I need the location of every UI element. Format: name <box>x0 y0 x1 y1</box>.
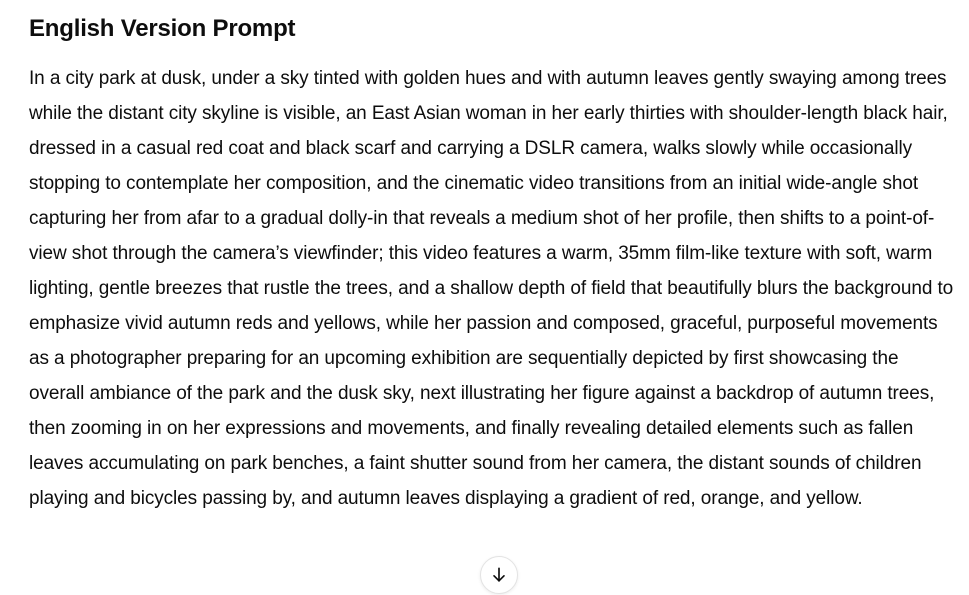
prompt-paragraph: In a city park at dusk, under a sky tinted with golden hues and with autumn leaves gently swaying among trees while the distant city skyline is visible, an East Asian woman in her early thirties with shoulder-length black hair, dressed in a casual red coat and black scarf and carrying a DSLR camera, walks slowly while occasionally stopping to contemplate her composition, and the cinematic video transitions from an initial wide-angle shot capturing her from afar to a gradual dolly-in that reveals a medium shot of her profile, then shifts to a point-of-view shot through the camera’s viewfinder; this video features a warm, 35mm film-like texture with soft, warm lighting, gentle breezes that rustle the trees, and a shallow depth of field that beautifully blurs the background to emphasize vivid autumn reds and yellows, while her passion and composed, graceful, purposeful movements as a photographer preparing for an upcoming exhibition are sequentially depicted by first showcasing the overall ambiance of the park and the dusk sky, next illustrating her figure against a backdrop of autumn trees, then zooming in on her expressions and movements, and finally revealing detailed elements such as fallen leaves accumulating on park benches, a faint shutter sound from her camera, the distant sounds of children playing and bicycles passing by, and autumn leaves displaying a gradient of red, orange, and yellow. <box>29 68 954 509</box>
scroll-to-bottom-button[interactable] <box>480 556 518 594</box>
arrow-down-icon <box>489 565 509 585</box>
message-content <box>29 12 955 516</box>
section-heading: English Version Prompt <box>29 15 296 42</box>
